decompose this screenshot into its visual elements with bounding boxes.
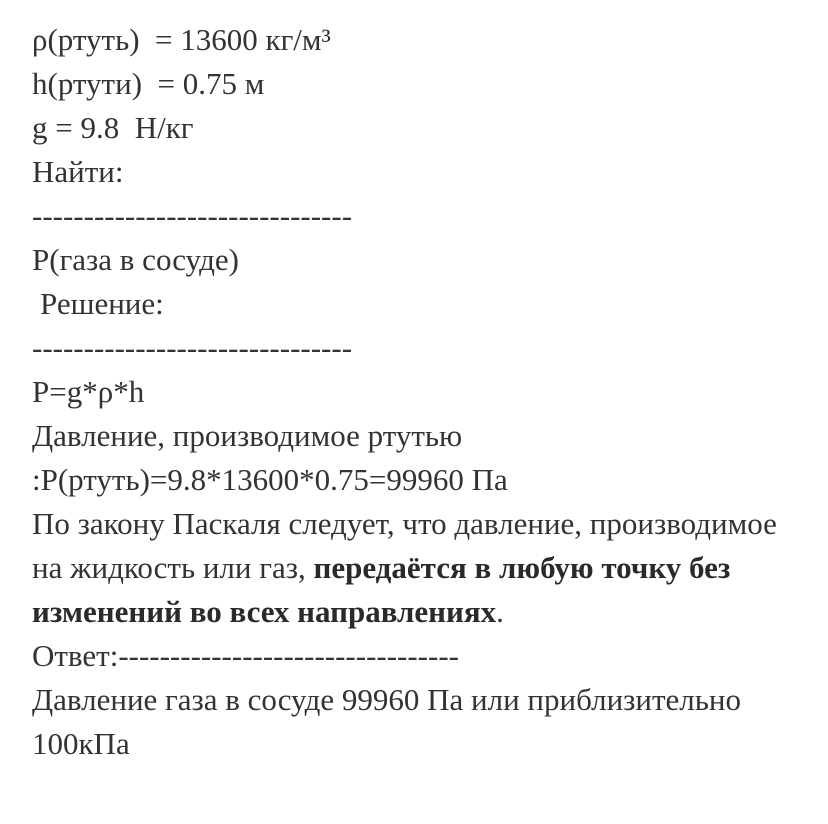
pressure-formula: P=g*ρ*h xyxy=(32,374,145,409)
solution-label: Решение: xyxy=(40,286,164,321)
given-height: h(ртути) = 0.75 м xyxy=(32,66,265,101)
pascal-law-bold: передаётся в любую точку без изменений во всех направлениях xyxy=(32,550,731,629)
unknown-quantity: P(газа в сосуде) xyxy=(32,242,239,277)
given-gravity: g = 9.8 Н/кг xyxy=(32,110,194,145)
document-body xyxy=(32,18,812,766)
mercury-pressure-text: Давление, производимое ртутью xyxy=(32,418,463,453)
answer-separator: --------------------------------- xyxy=(118,638,459,673)
answer-label: Ответ: xyxy=(32,638,119,673)
pascal-law-paragraph xyxy=(32,502,802,634)
answer-text: Давление газа в сосуде 99960 Па или приблизительно 100кПа xyxy=(32,682,742,761)
separator: ------------------------------- xyxy=(32,198,353,233)
find-label: Найти: xyxy=(32,154,124,189)
pascal-law-intro: По закону Паскаля следует, что давление, производимое на жидкость или газ, xyxy=(32,506,777,585)
given-density: ρ(ртуть) = 13600 кг/м³ xyxy=(32,22,331,57)
separator: ------------------------------- xyxy=(32,330,353,365)
mercury-pressure-calculation: :P(ртуть)=9.8*13600*0.75=99960 Па xyxy=(32,462,508,497)
pascal-law-end: . xyxy=(496,594,504,629)
answer-line xyxy=(32,634,812,678)
